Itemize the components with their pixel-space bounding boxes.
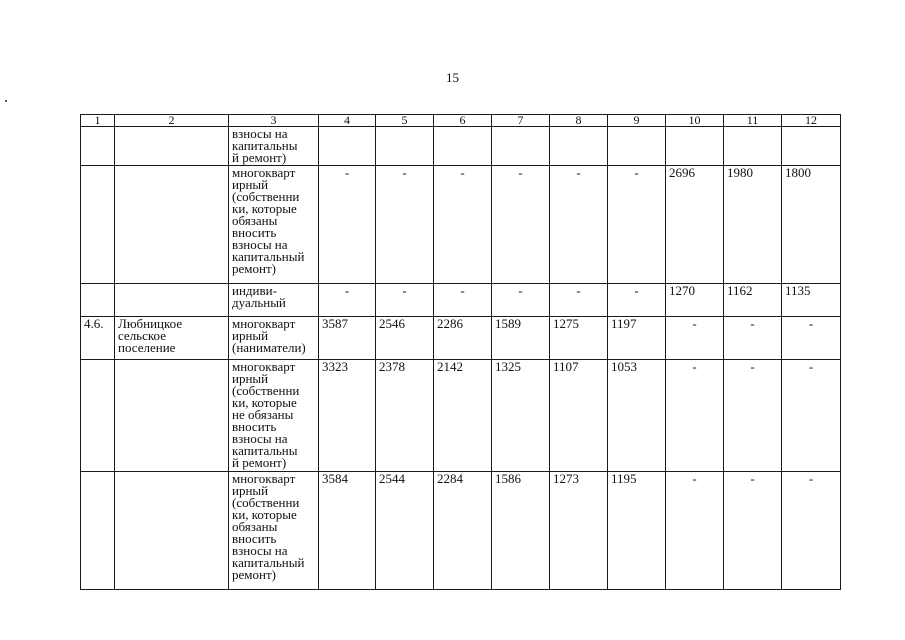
value-cell bbox=[550, 127, 608, 166]
housing-type-line: ирный bbox=[232, 328, 269, 343]
column-header: 4 bbox=[319, 115, 376, 127]
housing-type-line: обязаны bbox=[232, 519, 278, 534]
value-cell: 2378 bbox=[376, 360, 434, 472]
housing-type-line: не обязаны bbox=[232, 407, 294, 422]
settlement-line: сельское bbox=[118, 328, 166, 343]
value-cell: 3323 bbox=[319, 360, 376, 472]
value-cell bbox=[376, 127, 434, 166]
housing-type-line: многокварт bbox=[232, 471, 296, 486]
table-body bbox=[81, 127, 841, 590]
housing-type-cell bbox=[229, 166, 319, 284]
value-cell: 1197 bbox=[608, 317, 666, 360]
value-cell bbox=[319, 127, 376, 166]
column-header: 3 bbox=[229, 115, 319, 127]
housing-type-line: (наниматели) bbox=[232, 340, 306, 355]
housing-type-line: ремонт) bbox=[232, 261, 276, 276]
settlement-cell bbox=[115, 472, 229, 590]
value-cell: - bbox=[434, 284, 492, 317]
table-row bbox=[81, 472, 841, 590]
housing-type-line: ирный bbox=[232, 177, 269, 192]
column-header: 10 bbox=[666, 115, 724, 127]
housing-type-line: ки, которые bbox=[232, 201, 297, 216]
value-cell: - bbox=[434, 166, 492, 284]
column-header: 12 bbox=[782, 115, 841, 127]
housing-type-line: й ремонт) bbox=[232, 150, 287, 165]
housing-type-line: дуальный bbox=[232, 295, 286, 310]
housing-type-cell bbox=[229, 360, 319, 472]
value-cell bbox=[608, 127, 666, 166]
tariff-table bbox=[80, 114, 841, 590]
value-cell: 3587 bbox=[319, 317, 376, 360]
table-row bbox=[81, 360, 841, 472]
housing-type-line: взносы на bbox=[232, 543, 288, 558]
row-index-cell: 4.6. bbox=[81, 317, 115, 360]
value-cell: 1053 bbox=[608, 360, 666, 472]
value-cell: 1195 bbox=[608, 472, 666, 590]
value-cell: 2696 bbox=[666, 166, 724, 284]
value-cell: 1135 bbox=[782, 284, 841, 317]
value-cell: 1275 bbox=[550, 317, 608, 360]
housing-type-line: многокварт bbox=[232, 165, 296, 180]
housing-type-line: многокварт bbox=[232, 316, 296, 331]
settlement-cell bbox=[115, 284, 229, 317]
settlement-cell bbox=[115, 166, 229, 284]
value-cell: - bbox=[492, 284, 550, 317]
value-cell: - bbox=[550, 284, 608, 317]
value-cell: - bbox=[319, 166, 376, 284]
settlement-cell bbox=[115, 127, 229, 166]
value-cell: 2546 bbox=[376, 317, 434, 360]
value-cell: - bbox=[724, 472, 782, 590]
value-cell: - bbox=[319, 284, 376, 317]
settlement-line: поселение bbox=[118, 340, 176, 355]
value-cell: - bbox=[376, 284, 434, 317]
housing-type-line: взносы на bbox=[232, 431, 288, 446]
column-header: 6 bbox=[434, 115, 492, 127]
column-header: 2 bbox=[115, 115, 229, 127]
housing-type-line: ирный bbox=[232, 371, 269, 386]
value-cell: 1162 bbox=[724, 284, 782, 317]
housing-type-line: капитальный bbox=[232, 555, 305, 570]
column-header: 7 bbox=[492, 115, 550, 127]
value-cell: - bbox=[782, 360, 841, 472]
column-header: 8 bbox=[550, 115, 608, 127]
row-index-cell bbox=[81, 127, 115, 166]
value-cell: 3584 bbox=[319, 472, 376, 590]
page-number: 15 bbox=[446, 70, 459, 85]
value-cell: - bbox=[608, 166, 666, 284]
value-cell bbox=[724, 127, 782, 166]
housing-type-line: ки, которые bbox=[232, 395, 297, 410]
housing-type-line: взносы на bbox=[232, 126, 288, 141]
row-index-cell bbox=[81, 284, 115, 317]
value-cell: - bbox=[782, 472, 841, 590]
value-cell bbox=[492, 127, 550, 166]
value-cell: - bbox=[666, 317, 724, 360]
housing-type-cell bbox=[229, 472, 319, 590]
housing-type-line: й ремонт) bbox=[232, 455, 287, 470]
value-cell: 1270 bbox=[666, 284, 724, 317]
housing-type-line: ки, которые bbox=[232, 507, 297, 522]
column-header: 11 bbox=[724, 115, 782, 127]
value-cell: - bbox=[782, 317, 841, 360]
housing-type-cell bbox=[229, 284, 319, 317]
value-cell: 1273 bbox=[550, 472, 608, 590]
housing-type-line: капитальны bbox=[232, 443, 298, 458]
housing-type-line: (собственни bbox=[232, 495, 300, 510]
value-cell: 2286 bbox=[434, 317, 492, 360]
value-cell: - bbox=[376, 166, 434, 284]
row-index-cell bbox=[81, 472, 115, 590]
value-cell: 1980 bbox=[724, 166, 782, 284]
settlement-cell bbox=[115, 317, 229, 360]
column-header: 9 bbox=[608, 115, 666, 127]
housing-type-line: обязаны bbox=[232, 213, 278, 228]
value-cell: 2142 bbox=[434, 360, 492, 472]
column-header: 1 bbox=[81, 115, 115, 127]
row-index-cell bbox=[81, 360, 115, 472]
header-row bbox=[81, 115, 841, 127]
value-cell: 1586 bbox=[492, 472, 550, 590]
settlement-line: Любницкое bbox=[118, 316, 183, 331]
housing-type-line: вносить bbox=[232, 225, 277, 240]
value-cell: 1325 bbox=[492, 360, 550, 472]
housing-type-line: (собственни bbox=[232, 383, 300, 398]
housing-type-line: взносы на bbox=[232, 237, 288, 252]
settlement-cell bbox=[115, 360, 229, 472]
housing-type-line: ирный bbox=[232, 483, 269, 498]
value-cell bbox=[434, 127, 492, 166]
value-cell: 2284 bbox=[434, 472, 492, 590]
value-cell: - bbox=[492, 166, 550, 284]
housing-type-line: капитальны bbox=[232, 138, 298, 153]
value-cell: 1800 bbox=[782, 166, 841, 284]
value-cell: - bbox=[608, 284, 666, 317]
housing-type-line: индиви- bbox=[232, 283, 277, 298]
housing-type-cell bbox=[229, 127, 319, 166]
table-row bbox=[81, 166, 841, 284]
value-cell: 1107 bbox=[550, 360, 608, 472]
housing-type-line: вносить bbox=[232, 531, 277, 546]
housing-type-line: (собственни bbox=[232, 189, 300, 204]
housing-type-line: вносить bbox=[232, 419, 277, 434]
housing-type-line: многокварт bbox=[232, 359, 296, 374]
housing-type-line: ремонт) bbox=[232, 567, 276, 582]
value-cell: - bbox=[666, 472, 724, 590]
table-row bbox=[81, 127, 841, 166]
table-row bbox=[81, 317, 841, 360]
table-row bbox=[81, 284, 841, 317]
housing-type-line: капитальный bbox=[232, 249, 305, 264]
value-cell bbox=[666, 127, 724, 166]
value-cell bbox=[782, 127, 841, 166]
column-header: 5 bbox=[376, 115, 434, 127]
scan-speck bbox=[5, 100, 7, 102]
row-index-cell bbox=[81, 166, 115, 284]
value-cell: - bbox=[550, 166, 608, 284]
value-cell: 1589 bbox=[492, 317, 550, 360]
value-cell: - bbox=[724, 360, 782, 472]
value-cell: 2544 bbox=[376, 472, 434, 590]
housing-type-cell bbox=[229, 317, 319, 360]
value-cell: - bbox=[666, 360, 724, 472]
value-cell: - bbox=[724, 317, 782, 360]
